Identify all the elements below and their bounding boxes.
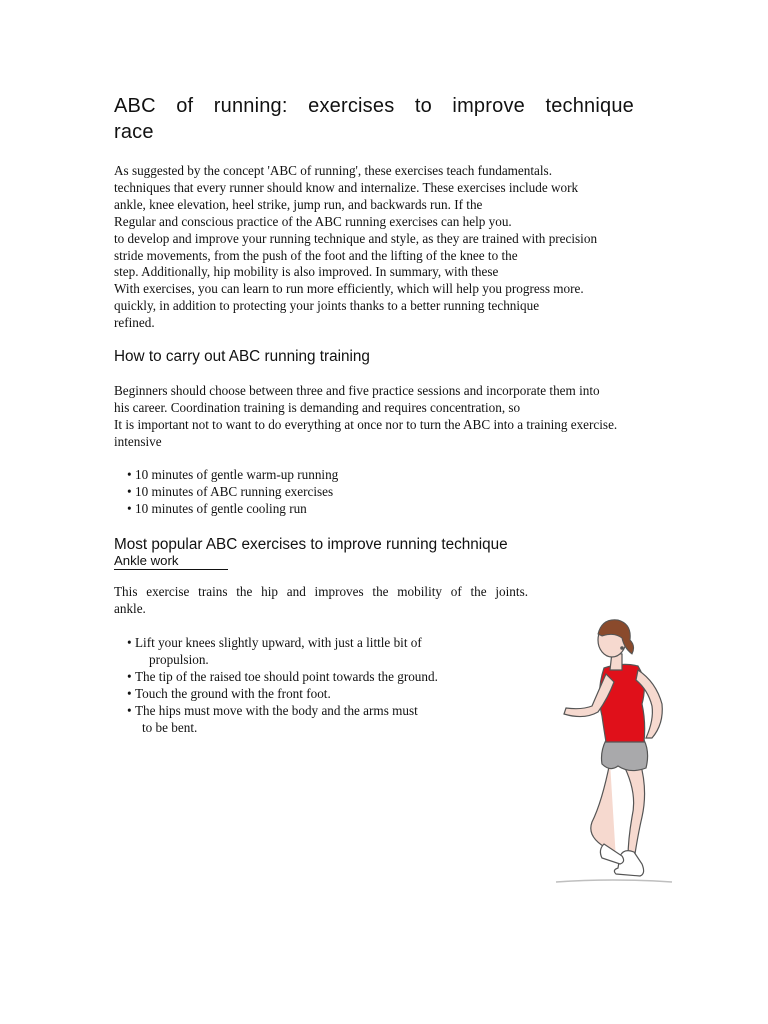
training-line: Beginners should choose between three and five practice sessions and incorporate them into: [114, 383, 600, 398]
ankle-list: [127, 635, 438, 736]
bullet: •: [127, 635, 132, 650]
section-heading-exercises: Most popular ABC exercises to improve running technique: [114, 536, 508, 553]
subheading-ankle-work: Ankle work: [114, 553, 228, 570]
training-line: his career. Coordination training is demanding and requires concentration, so: [114, 399, 521, 415]
bullet: •: [127, 483, 132, 499]
intro-line: stride movements, from the push of the foot and the lifting of the knee to the: [114, 247, 518, 263]
bullet: •: [127, 500, 132, 516]
bullet: •: [127, 668, 132, 684]
training-line: intensive: [114, 433, 162, 449]
list-item: • Lift your knees slightly upward, with just a little bit of propulsion.: [127, 635, 422, 667]
intro-line: refined.: [114, 315, 155, 331]
title-line-2: race: [114, 121, 154, 143]
intro-line: to develop and improve your running technique and style, as they are trained with precision: [114, 230, 598, 246]
intro-line: step. Additionally, hip mobility is also improved. In summary, with these: [114, 264, 499, 280]
page-title: [114, 93, 634, 145]
training-list: [127, 467, 338, 518]
intro-line: As suggested by the concept 'ABC of running', these exercises teach fundamentals.: [114, 163, 552, 178]
intro-paragraph: [114, 163, 674, 332]
list-item: • 10 minutes of gentle cooling run: [127, 500, 307, 516]
intro-line: ankle, knee elevation, heel strike, jump run, and backwards run. If the: [114, 196, 483, 212]
ankle-line: ankle.: [114, 600, 146, 616]
list-item: • 10 minutes of ABC running exercises: [127, 483, 334, 499]
intro-line: Regular and conscious practice of the ABC running exercises can help you.: [114, 213, 512, 229]
intro-line: techniques that every runner should know and internalize. These exercises include work: [114, 179, 579, 195]
ankle-paragraph: [114, 584, 528, 618]
runner-illustration: [552, 612, 677, 892]
intro-line: quickly, in addition to protecting your joints thanks to a better running technique: [114, 298, 540, 314]
list-item: • Touch the ground with the front foot.: [127, 685, 331, 701]
training-line: It is important not to want to do everything at once nor to turn the ABC into a training exercise.: [114, 416, 618, 432]
section-heading-training: How to carry out ABC running training: [114, 348, 370, 365]
list-item: • The hips must move with the body and the arms must to be bent.: [127, 702, 418, 735]
bullet: •: [127, 467, 132, 482]
ankle-line: This exercise trains the hip and improves the mobility of the joints.: [114, 584, 528, 599]
list-item: • The tip of the raised toe should point towards the ground.: [127, 668, 438, 684]
training-paragraph: [114, 383, 674, 451]
bullet: •: [127, 702, 132, 718]
bullet: •: [127, 685, 132, 701]
title-line-1: ABC of running: exercises to improve technique: [114, 95, 634, 117]
list-item: • 10 minutes of gentle warm-up running: [127, 467, 339, 482]
intro-line: With exercises, you can learn to run more efficiently, which will help you progress more.: [114, 281, 584, 297]
